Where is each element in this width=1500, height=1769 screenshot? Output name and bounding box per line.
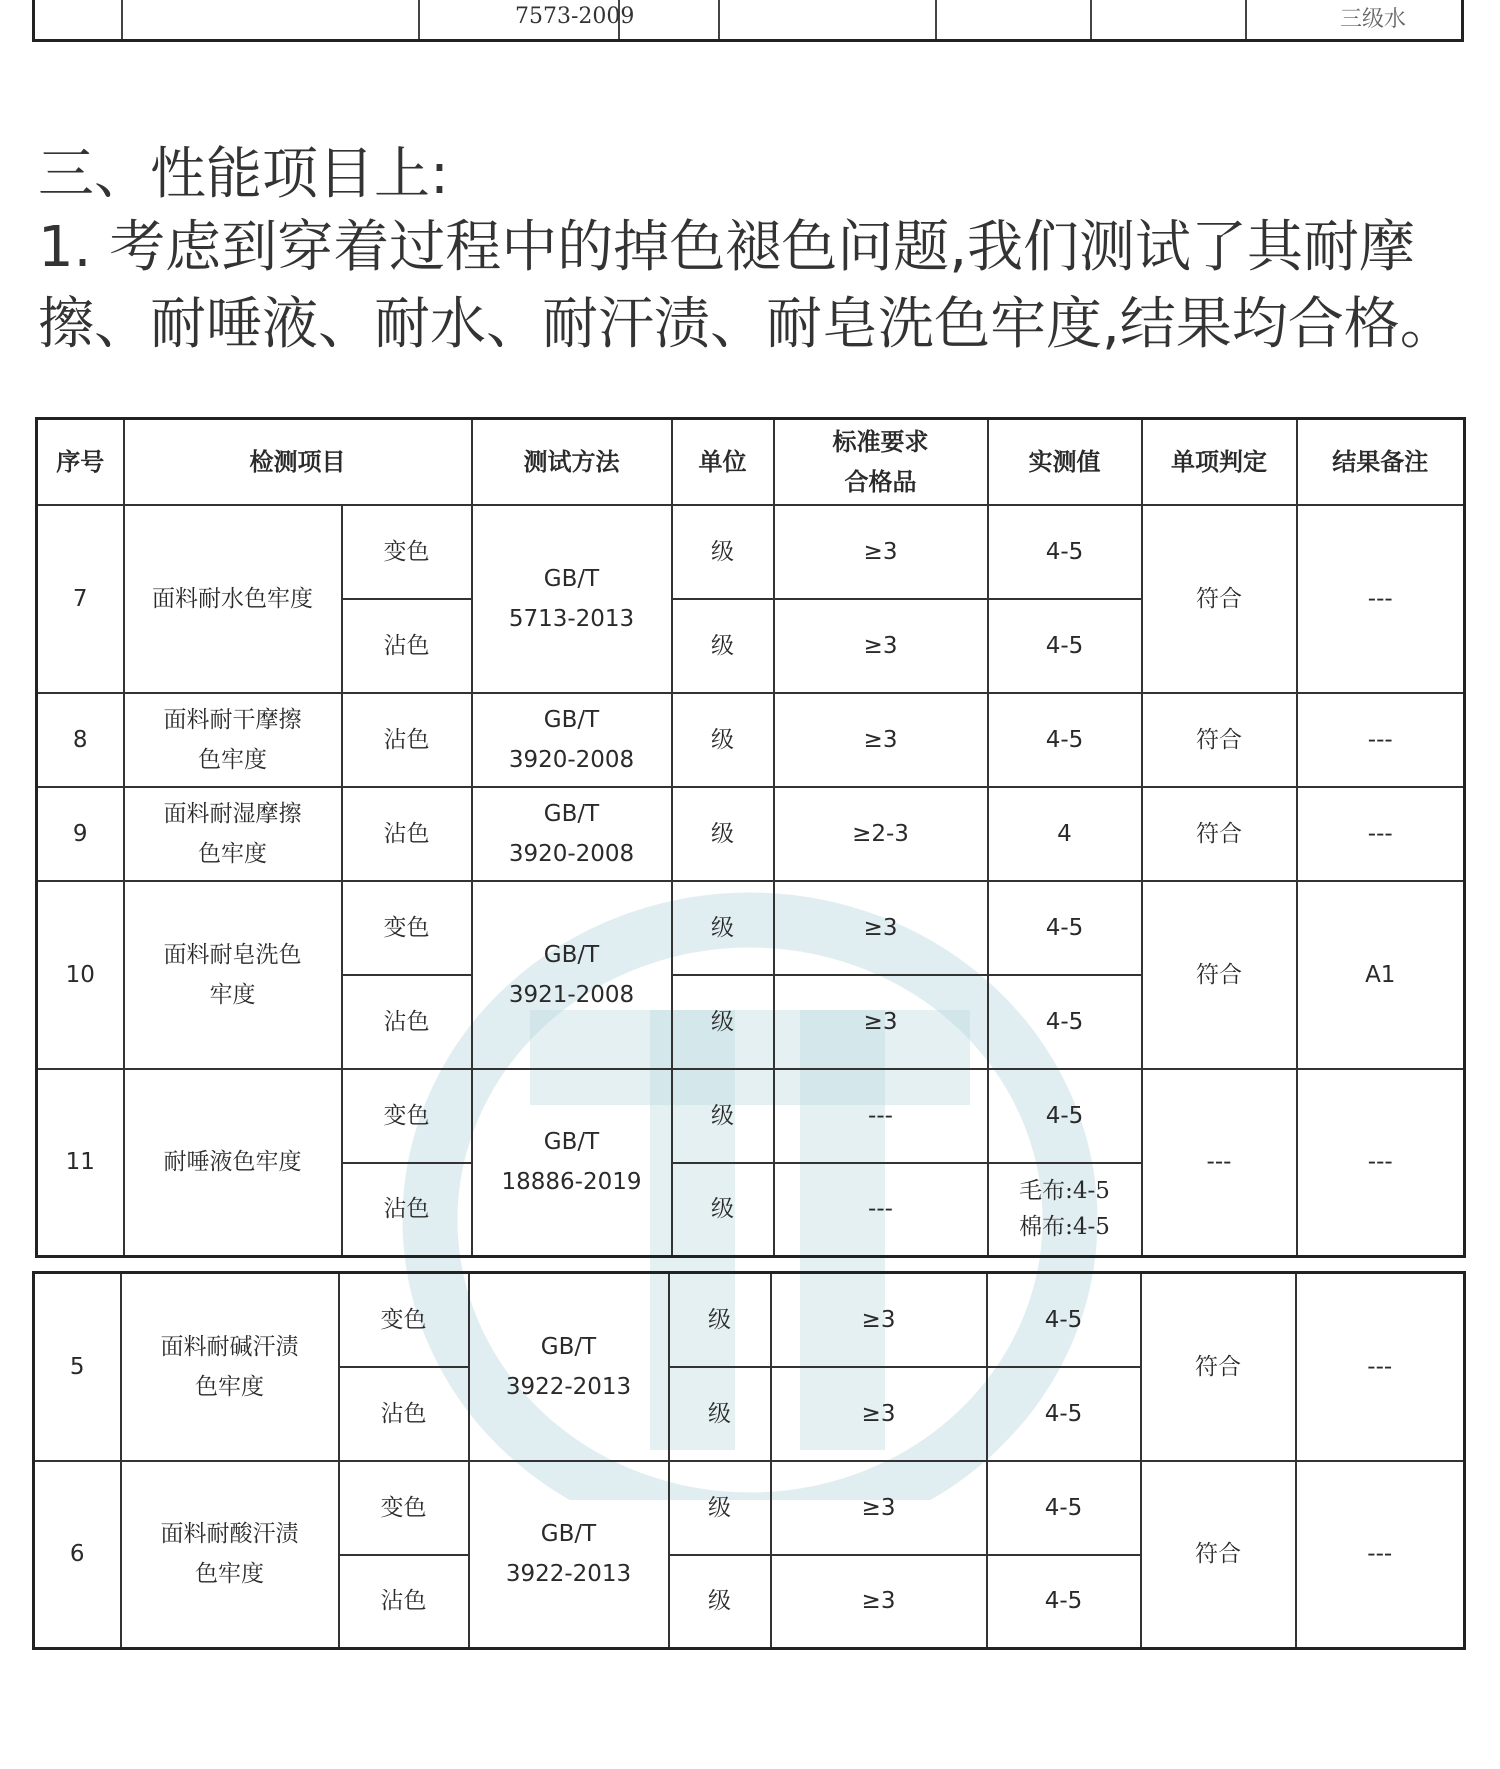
unit: 级 [672, 787, 774, 881]
table-row [37, 505, 1465, 599]
measured-value: 4-5 [987, 1367, 1141, 1461]
unit: 级 [672, 975, 774, 1069]
measured-value: 4-5 [987, 1461, 1141, 1555]
fragment-remark: 三级水 [1340, 7, 1407, 32]
remark: A1 [1297, 881, 1465, 1069]
unit: 级 [672, 599, 774, 693]
unit: 级 [672, 881, 774, 975]
test-method [472, 1069, 672, 1257]
method-code: GB/T [540, 1521, 597, 1548]
method-code: GB/T [543, 565, 600, 592]
sub-item: 沾色 [342, 1163, 472, 1257]
header-no: 序号 [37, 419, 124, 505]
divider [1245, 0, 1247, 39]
header-item: 检测项目 [124, 419, 472, 505]
test-item-line2: 色牢度 [198, 840, 267, 867]
table-row [37, 1069, 1465, 1163]
method-number: 3922-2013 [505, 1373, 632, 1400]
test-method [472, 787, 672, 881]
method-code: GB/T [543, 1129, 600, 1156]
perspiration-table [32, 1271, 1466, 1650]
measured-value: 4-5 [988, 693, 1142, 787]
test-method [469, 1273, 669, 1461]
method-code: GB/T [540, 1333, 597, 1360]
unit: 级 [672, 693, 774, 787]
divider [718, 0, 720, 39]
measured-value: 4-5 [988, 1069, 1142, 1163]
header-measured: 实测值 [988, 419, 1142, 505]
test-item-line1: 面料耐湿摩擦 [163, 800, 302, 827]
measured-value-wool: 毛布:4-5 [1019, 1178, 1110, 1205]
sub-item: 沾色 [339, 1555, 469, 1649]
row-number: 11 [37, 1069, 124, 1257]
header-row [37, 419, 1465, 505]
method-number: 5713-2013 [508, 605, 635, 632]
standard-value: --- [774, 1069, 988, 1163]
method-code: GB/T [543, 706, 600, 733]
header-standard-line2: 合格品 [844, 466, 917, 496]
measured-value: 4-5 [988, 975, 1142, 1069]
measured-value: 4-5 [987, 1273, 1141, 1367]
standard-value: ≥2-3 [774, 787, 988, 881]
measured-value [988, 1163, 1142, 1257]
measured-value: 4-5 [988, 505, 1142, 599]
divider [1090, 0, 1092, 39]
unit: 级 [669, 1461, 771, 1555]
sub-item: 沾色 [342, 787, 472, 881]
row-number: 8 [37, 693, 124, 787]
paragraph-line-1: 1. 考虑到穿着过程中的掉色褪色问题,我们测试了其耐摩 [38, 215, 1416, 280]
remark: --- [1296, 1273, 1465, 1461]
test-item [121, 1461, 339, 1649]
table-row [37, 881, 1465, 975]
test-item-line2: 色牢度 [198, 746, 267, 773]
row-number: 7 [37, 505, 124, 693]
standard-value: ≥3 [771, 1461, 987, 1555]
unit: 级 [669, 1273, 771, 1367]
standard-value: --- [774, 1163, 988, 1257]
sub-item: 变色 [342, 505, 472, 599]
verdict: 符合 [1141, 1461, 1296, 1649]
test-item-line1: 面料耐碱汗渍 [160, 1333, 299, 1360]
row-number: 10 [37, 881, 124, 1069]
header-verdict: 单项判定 [1142, 419, 1297, 505]
unit: 级 [672, 1163, 774, 1257]
paragraph-line-2: 擦、耐唾液、耐水、耐汗渍、耐皂洗色牢度,结果均合格。 [38, 292, 1456, 357]
remark: --- [1297, 693, 1465, 787]
measured-value-cotton: 棉布:4-5 [1019, 1214, 1110, 1241]
unit: 级 [672, 505, 774, 599]
measured-value: 4-5 [987, 1555, 1141, 1649]
standard-value: ≥3 [774, 505, 988, 599]
sub-item: 沾色 [342, 975, 472, 1069]
verdict: 符合 [1142, 693, 1297, 787]
header-unit: 单位 [672, 419, 774, 505]
test-item-line2: 色牢度 [195, 1373, 264, 1400]
unit: 级 [669, 1555, 771, 1649]
standard-value: ≥3 [774, 599, 988, 693]
remark: --- [1297, 505, 1465, 693]
test-item [124, 693, 342, 787]
test-item-line1: 面料耐皂洗色 [163, 941, 302, 968]
section-title: 三、性能项目上: [38, 142, 449, 207]
remark: --- [1297, 787, 1465, 881]
divider [121, 0, 123, 39]
test-item [121, 1273, 339, 1461]
method-number: 3920-2008 [508, 840, 635, 867]
method-number: 3921-2008 [508, 981, 635, 1008]
previous-table-fragment [32, 0, 1464, 42]
sub-item: 变色 [342, 1069, 472, 1163]
method-number: 3922-2013 [505, 1561, 632, 1588]
test-item [124, 787, 342, 881]
header-remark: 结果备注 [1297, 419, 1465, 505]
method-code: GB/T [543, 800, 600, 827]
divider [935, 0, 937, 39]
table-row [37, 787, 1465, 881]
test-item-line1: 面料耐酸汗渍 [160, 1521, 299, 1548]
standard-value: ≥3 [771, 1273, 987, 1367]
table-row [34, 1273, 1465, 1367]
sub-item: 变色 [339, 1461, 469, 1555]
standard-value: ≥3 [771, 1555, 987, 1649]
test-item-line1: 面料耐干摩擦 [163, 706, 302, 733]
sub-item: 变色 [342, 881, 472, 975]
test-item-line2: 色牢度 [195, 1561, 264, 1588]
remark: --- [1296, 1461, 1465, 1649]
verdict: 符合 [1142, 505, 1297, 693]
test-item-line2: 牢度 [209, 981, 256, 1008]
test-method [472, 881, 672, 1069]
test-item: 耐唾液色牢度 [124, 1069, 342, 1257]
standard-value: ≥3 [771, 1367, 987, 1461]
method-number: 18886-2019 [501, 1169, 642, 1196]
test-item: 面料耐水色牢度 [124, 505, 342, 693]
colorfastness-table [35, 417, 1466, 1258]
standard-value: ≥3 [774, 975, 988, 1069]
header-method: 测试方法 [472, 419, 672, 505]
verdict: --- [1142, 1069, 1297, 1257]
measured-value: 4-5 [988, 599, 1142, 693]
sub-item: 沾色 [342, 693, 472, 787]
standard-value: ≥3 [774, 881, 988, 975]
header-standard-line1: 标准要求 [832, 426, 929, 456]
standard-value: ≥3 [774, 693, 988, 787]
unit: 级 [669, 1367, 771, 1461]
verdict: 符合 [1142, 881, 1297, 1069]
remark: --- [1297, 1069, 1465, 1257]
divider [418, 0, 420, 39]
table-row [34, 1461, 1465, 1555]
measured-value: 4 [988, 787, 1142, 881]
method-number: 3920-2008 [508, 746, 635, 773]
unit: 级 [672, 1069, 774, 1163]
verdict: 符合 [1141, 1273, 1296, 1461]
test-method [469, 1461, 669, 1649]
row-number: 6 [34, 1461, 121, 1649]
measured-value: 4-5 [988, 881, 1142, 975]
test-item [124, 881, 342, 1069]
sub-item: 沾色 [342, 599, 472, 693]
sub-item: 变色 [339, 1273, 469, 1367]
test-method [472, 693, 672, 787]
verdict: 符合 [1142, 787, 1297, 881]
table-row [37, 693, 1465, 787]
method-code: GB/T [543, 941, 600, 968]
header-standard [774, 419, 988, 505]
fragment-method: 7573-2009 [515, 4, 635, 29]
test-method [472, 505, 672, 693]
row-number: 5 [34, 1273, 121, 1461]
row-number: 9 [37, 787, 124, 881]
sub-item: 沾色 [339, 1367, 469, 1461]
